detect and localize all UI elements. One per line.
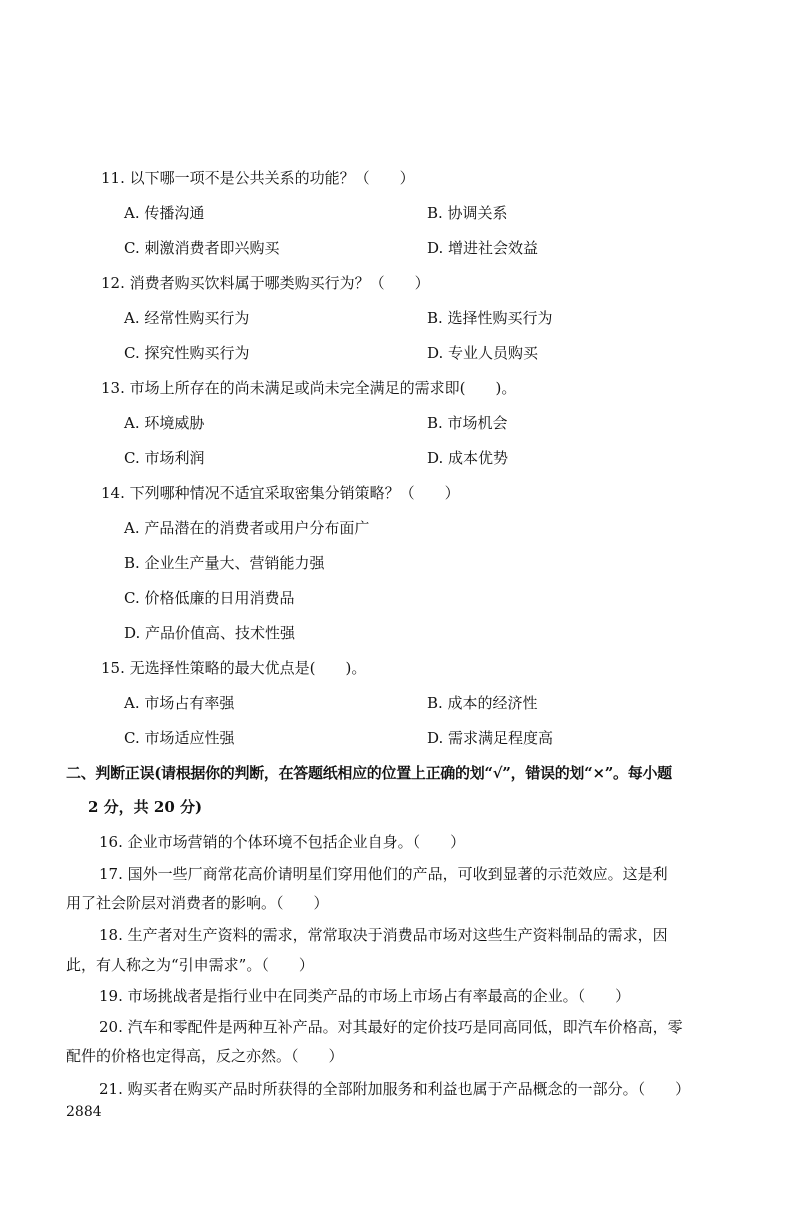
question-number: 13. bbox=[101, 379, 125, 397]
question-13 bbox=[101, 378, 516, 398]
option-12-c: C. 探究性购买行为 bbox=[124, 344, 250, 362]
option-11-a: A. 传播沟通 bbox=[124, 204, 205, 222]
judgment-17: 17. 国外一些厂商常花高价请明星们穿用他们的产品，可收到显著的示范效应。这是利 bbox=[99, 865, 668, 883]
option-14-b: B. 企业生产量大、营销能力强 bbox=[124, 554, 325, 572]
judgment-16: 16. 企业市场营销的个体环境不包括企业自身。（ ） bbox=[99, 833, 466, 851]
question-number: 11. bbox=[101, 169, 125, 187]
question-12 bbox=[101, 273, 430, 293]
judgment-18-continued: 此，有人称之为“引申需求”。（ ） bbox=[66, 956, 314, 974]
option-15-a: A. 市场占有率强 bbox=[124, 694, 235, 712]
question-number: 12. bbox=[101, 274, 125, 292]
question-number: 14. bbox=[101, 484, 125, 502]
section-heading: 二、判断正误(请根据你的判断，在答题纸相应的位置上正确的划“√”，错误的划“×”。每小题 bbox=[66, 764, 672, 782]
question-text: 以下哪一项不是公共关系的功能？（ ） bbox=[129, 169, 415, 187]
question-11 bbox=[101, 168, 415, 188]
page-code: 2884 bbox=[66, 1104, 102, 1120]
option-11-b: B. 协调关系 bbox=[427, 204, 508, 222]
judgment-21: 21. 购买者在购买产品时所获得的全部附加服务和利益也属于产品概念的一部分。（ ） bbox=[99, 1080, 691, 1098]
question-number: 15. bbox=[101, 659, 125, 677]
option-13-a: A. 环境威胁 bbox=[124, 414, 205, 432]
option-13-b: B. 市场机会 bbox=[427, 414, 508, 432]
option-15-b: B. 成本的经济性 bbox=[427, 694, 538, 712]
option-14-a: A. 产品潜在的消费者或用户分布面广 bbox=[124, 519, 370, 537]
option-13-c: C. 市场利润 bbox=[124, 449, 205, 467]
option-11-c: C. 刺激消费者即兴购买 bbox=[124, 239, 280, 257]
question-text: 消费者购买饮料属于哪类购买行为？（ ） bbox=[129, 274, 430, 292]
question-14 bbox=[101, 483, 460, 503]
option-14-c: C. 价格低廉的日用消费品 bbox=[124, 589, 295, 607]
option-11-d: D. 增进社会效益 bbox=[427, 239, 539, 257]
option-12-a: A. 经常性购买行为 bbox=[124, 309, 250, 327]
option-15-d: D. 需求满足程度高 bbox=[427, 729, 554, 747]
section-heading-continued: 2 分，共 20 分) bbox=[88, 798, 203, 816]
option-13-d: D. 成本优势 bbox=[427, 449, 509, 467]
judgment-20: 20. 汽车和零配件是两种互补产品。对其最好的定价技巧是同高同低，即汽车价格高，零 bbox=[99, 1018, 683, 1036]
question-text: 市场上所存在的尚未满足或尚未完全满足的需求即( )。 bbox=[129, 379, 517, 397]
option-12-b: B. 选择性购买行为 bbox=[427, 309, 553, 327]
option-12-d: D. 专业人员购买 bbox=[427, 344, 539, 362]
judgment-19: 19. 市场挑战者是指行业中在同类产品的市场上市场占有率最高的企业。（ ） bbox=[99, 987, 631, 1005]
question-text: 下列哪种情况不适宜采取密集分销策略？（ ） bbox=[129, 484, 460, 502]
question-text: 无选择性策略的最大优点是( )。 bbox=[129, 659, 367, 677]
judgment-18: 18. 生产者对生产资料的需求，常常取决于消费品市场对这些生产资料制品的需求，因 bbox=[99, 926, 668, 944]
option-14-d: D. 产品价值高、技术性强 bbox=[124, 624, 296, 642]
option-15-c: C. 市场适应性强 bbox=[124, 729, 235, 747]
judgment-17-continued: 用了社会阶层对消费者的影响。（ ） bbox=[66, 894, 329, 912]
judgment-20-continued: 配件的价格也定得高，反之亦然。（ ） bbox=[66, 1047, 344, 1065]
question-15 bbox=[101, 658, 366, 678]
